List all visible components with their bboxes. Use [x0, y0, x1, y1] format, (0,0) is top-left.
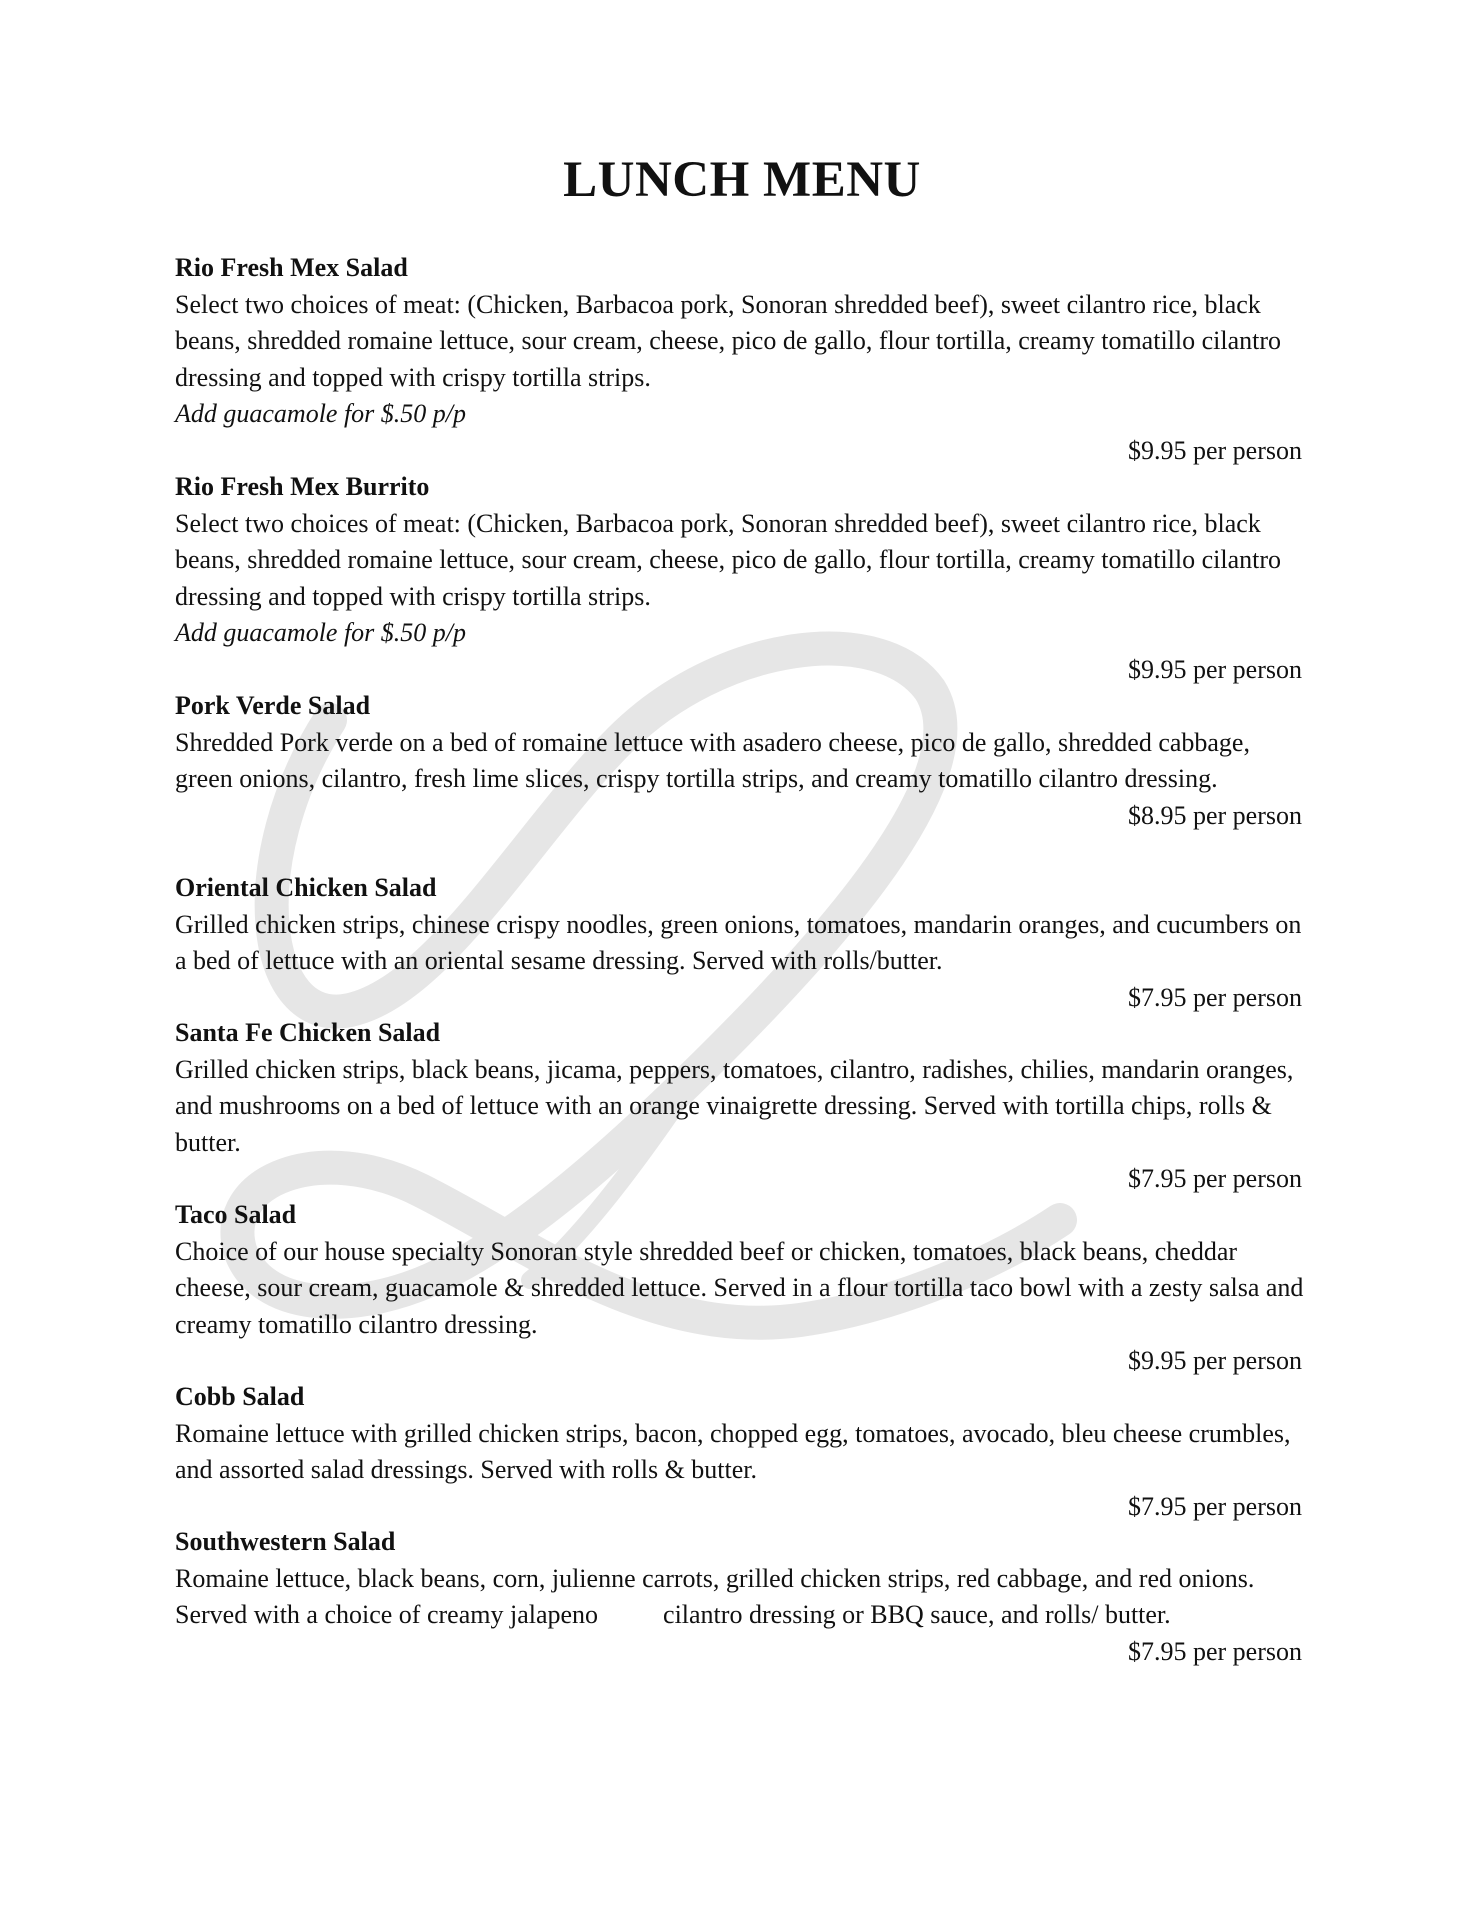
item-price: $7.95 per person — [1127, 982, 1302, 1012]
menu-item — [175, 688, 1305, 834]
item-name: Southwestern Salad — [175, 1527, 396, 1556]
item-name: Rio Fresh Mex Burrito — [175, 472, 430, 501]
item-name: Cobb Salad — [175, 1382, 305, 1411]
item-description: Select two choices of meat: (Chicken, Barbacoa pork, Sonoran shredded beef), sweet cilantro rice, black beans, shredded romaine lettuce, sour cream, cheese, pico de gallo, flour tortilla, creamy tomatillo cilantro dressing and topped with crispy tortilla strips. — [175, 289, 1282, 392]
menu-item — [175, 870, 1305, 1016]
item-price: $9.95 per person — [1127, 654, 1302, 684]
item-description: Choice of our house specialty Sonoran style shredded beef or chicken, tomatoes, black beans, cheddar cheese, sour cream, guacamole & shredded lettuce. Served in a flour tortilla taco bowl with a zesty salsa and creamy tomatillo cilantro dressing. — [175, 1236, 1304, 1339]
item-description: Romaine lettuce, black beans, corn, julienne carrots, grilled chicken strips, red cabbage, and red onions. Served with a choice of creamy jalapeno cilantro dressing or BBQ sauce, and rolls/ butter. — [175, 1563, 1261, 1629]
item-description: Grilled chicken strips, chinese crispy noodles, green onions, tomatoes, mandarin oranges, and cucumbers on a bed of lettuce with an oriental sesame dressing. Served with rolls/butter. — [175, 909, 1302, 975]
item-name: Taco Salad — [175, 1200, 297, 1229]
page-title: LUNCH MENU — [563, 152, 921, 208]
menu-item — [175, 1197, 1305, 1380]
item-note: Add guacamole for $.50 p/p — [175, 399, 467, 428]
item-price: $8.95 per person — [1127, 800, 1302, 830]
item-name: Santa Fe Chicken Salad — [175, 1018, 441, 1047]
item-note: Add guacamole for $.50 p/p — [175, 618, 467, 647]
item-description: Grilled chicken strips, black beans, jicama, peppers, tomatoes, cilantro, radishes, chilies, mandarin oranges, and mushrooms on a bed of lettuce with an orange vinaigrette dressing. Served with tortilla chips, rolls & butter. — [175, 1054, 1294, 1157]
item-description: Select two choices of meat: (Chicken, Barbacoa pork, Sonoran shredded beef), sweet cilantro rice, black beans, shredded romaine lettuce, sour cream, cheese, pico de gallo, flour tortilla, creamy tomatillo cilantro dressing and topped with crispy tortilla strips. — [175, 508, 1282, 611]
item-name: Rio Fresh Mex Salad — [175, 253, 408, 282]
menu-item — [175, 469, 1305, 688]
menu-item — [175, 1524, 1305, 1670]
menu-item — [175, 1015, 1305, 1198]
item-description: Shredded Pork verde on a bed of romaine lettuce with asadero cheese, pico de gallo, shredded cabbage, green onions, cilantro, fresh lime slices, crispy tortilla strips, and creamy tomatillo cilantro dressing. — [175, 727, 1250, 793]
item-price: $7.95 per person — [1127, 1164, 1302, 1193]
item-price: $7.95 per person — [1127, 1636, 1302, 1666]
item-price: $7.95 per person — [1127, 1491, 1302, 1521]
item-name: Oriental Chicken Salad — [175, 873, 437, 902]
item-description: Romaine lettuce with grilled chicken strips, bacon, chopped egg, tomatoes, avocado, bleu cheese crumbles, and assorted salad dressings. Served with rolls & butter. — [175, 1418, 1291, 1484]
menu-item — [175, 250, 1305, 469]
item-name: Pork Verde Salad — [175, 691, 371, 720]
menu-item — [175, 1379, 1305, 1525]
item-price: $9.95 per person — [1127, 435, 1302, 465]
item-price: $9.95 per person — [1127, 1346, 1302, 1375]
